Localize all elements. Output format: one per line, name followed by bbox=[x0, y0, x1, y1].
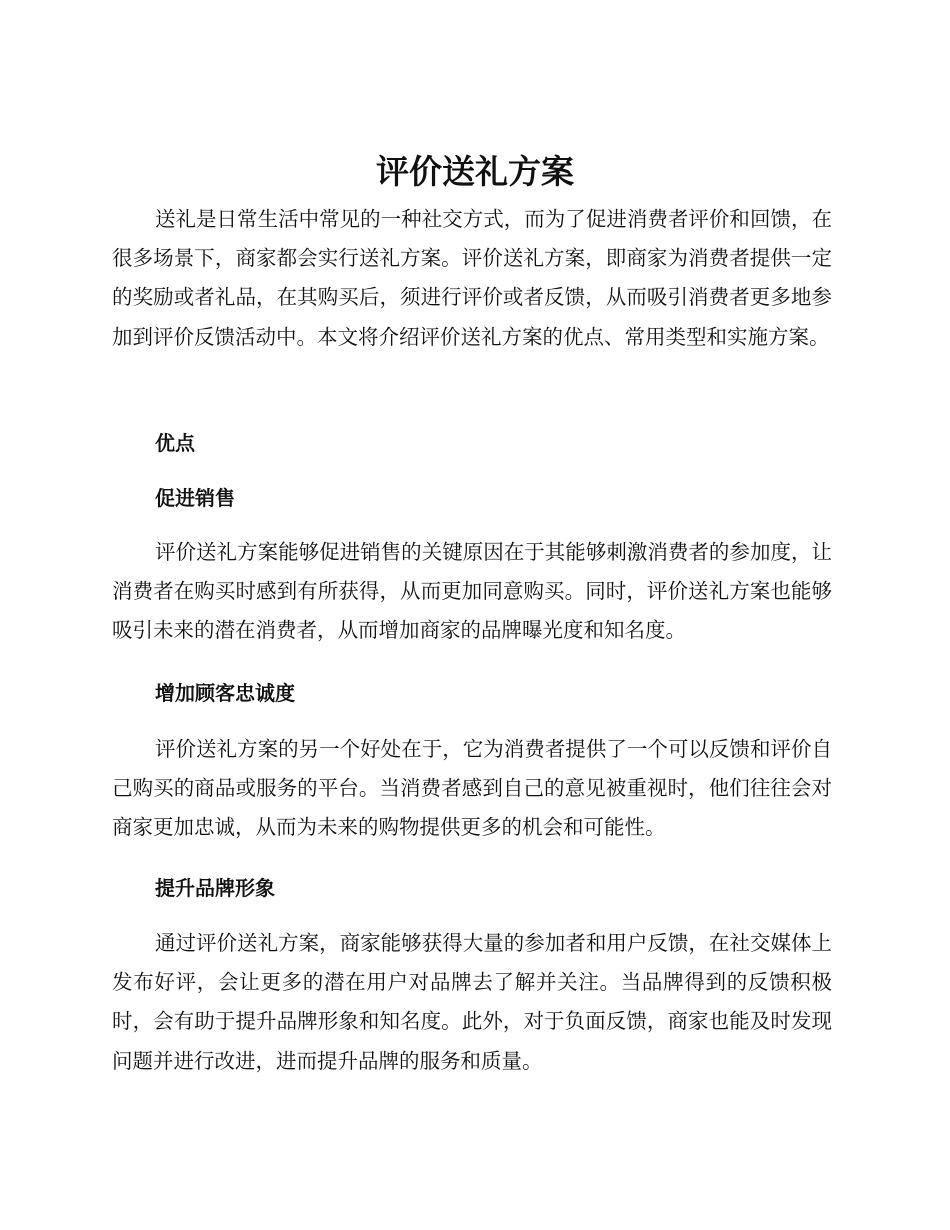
section-heading-advantages: 优点 bbox=[155, 431, 195, 455]
subsection-heading-loyalty: 增加顾客忠诚度 bbox=[155, 681, 295, 705]
document-title: 评价送礼方案 bbox=[376, 152, 574, 191]
intro-paragraph: 送礼是日常生活中常见的一种社交方式，而为了促进消费者评价和回馈，在很多场景下，商家都会实行送礼方案。评价送礼方案，即商家为消费者提供一定的奖励或者礼品，在其购买后，须进行评价或者反馈，从而吸引消费者更多地参加到评价反馈活动中。本文将介绍评价送礼方案的优点、常用类型和实施方案。 bbox=[112, 207, 832, 349]
subsection-paragraph-loyalty: 评价送礼方案的另一个好处在于，它为消费者提供了一个可以反馈和评价自己购买的商品或服务的平台。当消费者感到自己的意见被重视时，他们往往会对商家更加忠诚，从而为未来的购物提供更多的机会和可能性。 bbox=[112, 737, 832, 840]
subsection-heading-brand: 提升品牌形象 bbox=[155, 876, 275, 900]
subsection-paragraph-sales: 评价送礼方案能够促进销售的关键原因在于其能够刺激消费者的参加度，让消费者在购买时感到有所获得，从而更加同意购买。同时，评价送礼方案也能够吸引未来的潜在消费者，从而增加商家的品牌曝光度和知名度。 bbox=[112, 540, 832, 643]
subsection-paragraph-brand: 通过评价送礼方案，商家能够获得大量的参加者和用户反馈，在社交媒体上发布好评，会让更多的潜在用户对品牌去了解并关注。当品牌得到的反馈积极时，会有助于提升品牌形象和知名度。此外，对于负面反馈，商家也能及时发现问题并进行改进，进而提升品牌的服务和质量。 bbox=[112, 931, 832, 1073]
subsection-heading-sales: 促进销售 bbox=[155, 486, 235, 510]
